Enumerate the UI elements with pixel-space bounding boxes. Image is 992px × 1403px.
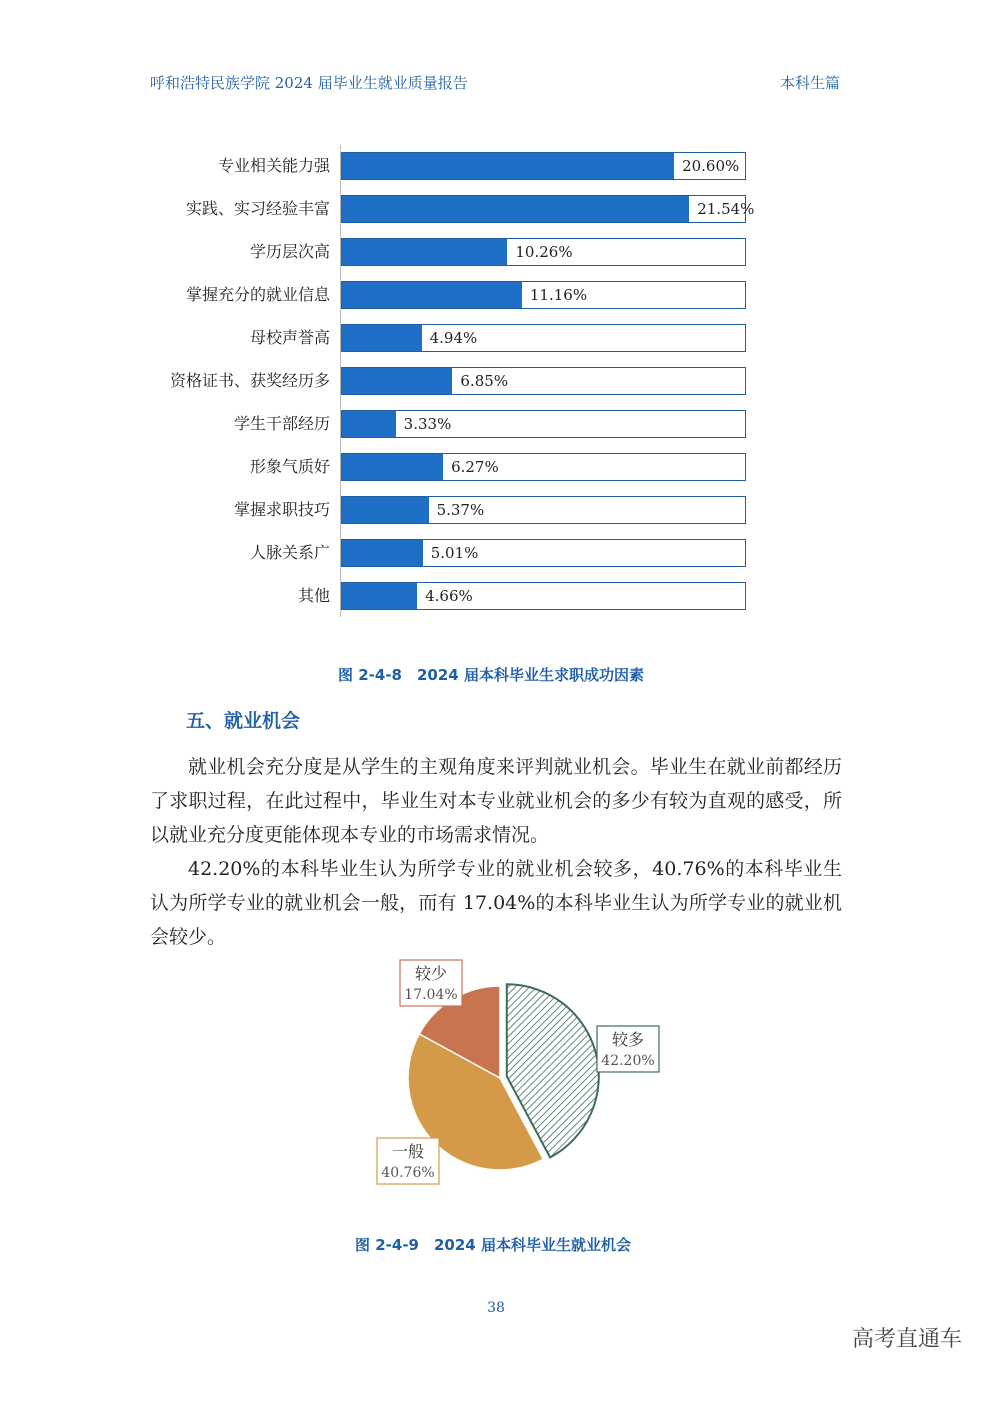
paragraph-1: 就业机会充分度是从学生的主观角度来评判就业机会。毕业生在就业前都经历了求职过程，在此过程中，毕业生对本专业就业机会的多少有较为直观的感受，所以就业充分度更能体现本专业的市场需求情况。: [150, 756, 842, 846]
bar: [342, 368, 452, 394]
bar-track: [341, 367, 746, 395]
bar-category-label: 实践、实习经验丰富: [185, 199, 330, 218]
bar: [342, 411, 396, 437]
pie-slice-value-label: 40.76%: [381, 1165, 435, 1181]
bar: [342, 282, 522, 308]
figure-caption-2-4-8: 图 2-4-8 2024 届本科毕业生求职成功因素: [338, 666, 644, 684]
bar-row: [150, 280, 750, 310]
bar-category-label: 专业相关能力强: [217, 156, 330, 175]
pie-slice-label: 较少: [414, 964, 448, 983]
bar-track: [341, 195, 755, 223]
bar-category-label: 资格证书、获奖经历多: [169, 371, 330, 390]
bar-category-label: 掌握充分的就业信息: [185, 285, 330, 304]
section-title: 五、就业机会: [186, 710, 301, 732]
bar-value-label: 5.01%: [430, 544, 479, 562]
figure-caption-2-4-9: 图 2-4-9 2024 届本科毕业生就业机会: [355, 1236, 631, 1254]
bar: [342, 196, 689, 222]
bar-category-label: 学生干部经历: [233, 414, 330, 433]
bar-row: [150, 452, 750, 482]
bar-value-label: 10.26%: [515, 243, 573, 261]
pie-slice-label: 较多: [611, 1030, 645, 1049]
paragraph-2: 42.20%的本科毕业生认为所学专业的就业机会较多，40.76%的本科毕业生认为所学专业的就业机会一般，而有 17.04%的本科毕业生认为所学专业的就业机会较少。: [150, 858, 842, 948]
pie-slice-label: 一般: [391, 1142, 425, 1161]
bar-category-label: 形象气质好: [249, 457, 330, 476]
bar-track: [341, 152, 746, 180]
bar-track: [341, 281, 746, 309]
bar: [342, 325, 422, 351]
bar-value-label: 3.33%: [403, 415, 452, 433]
bar-value-label: 20.60%: [682, 157, 740, 175]
bar-category-label: 人脉关系广: [249, 543, 330, 562]
bar: [342, 239, 507, 265]
bar-value-label: 11.16%: [529, 286, 588, 304]
pie-slice-value-label: 42.20%: [601, 1053, 655, 1069]
bar-row: [150, 538, 750, 568]
bar-row: [150, 495, 750, 525]
bar-value-label: 4.66%: [425, 587, 473, 605]
pie-slice-value-label: 17.04%: [404, 987, 458, 1003]
success-factors-bar-chart: [150, 140, 770, 620]
bar-row: [150, 581, 750, 611]
bar-category-label: 其他: [297, 586, 330, 605]
bar-row: [150, 194, 755, 224]
employment-opportunity-pie-chart: [370, 955, 670, 1195]
bar-value-label: 6.27%: [451, 458, 499, 476]
bar-track: [341, 410, 746, 438]
bar: [342, 153, 674, 179]
bar-row: [150, 409, 750, 439]
bar-row: [150, 366, 750, 396]
report-title: 呼和浩特民族学院 2024 届毕业生就业质量报告: [150, 74, 468, 92]
bar-track: [341, 453, 746, 481]
bar-track: [341, 539, 746, 567]
bar-value-label: 4.94%: [429, 329, 478, 347]
bar-row: [150, 151, 750, 181]
bar-category-label: 学历层次高: [249, 242, 330, 261]
bar-track: [341, 496, 746, 524]
page-number: 38: [487, 1300, 505, 1316]
bar-category-label: 母校声誉高: [249, 328, 330, 347]
bar-row: [150, 237, 750, 267]
bar-value-label: 5.37%: [436, 501, 485, 519]
bar: [342, 540, 423, 566]
watermark: 高考直通车: [851, 1327, 962, 1352]
bar: [342, 583, 417, 609]
bar-track: [341, 238, 746, 266]
bar-row: [150, 323, 750, 353]
bar-track: [341, 582, 746, 610]
bar-value-label: 6.85%: [460, 372, 509, 390]
bar-value-label: 21.54%: [697, 200, 755, 218]
report-section: 本科生篇: [779, 74, 840, 92]
bar-track: [341, 324, 746, 352]
bar: [342, 497, 429, 523]
bar-category-label: 掌握求职技巧: [233, 500, 330, 519]
bar: [342, 454, 443, 480]
